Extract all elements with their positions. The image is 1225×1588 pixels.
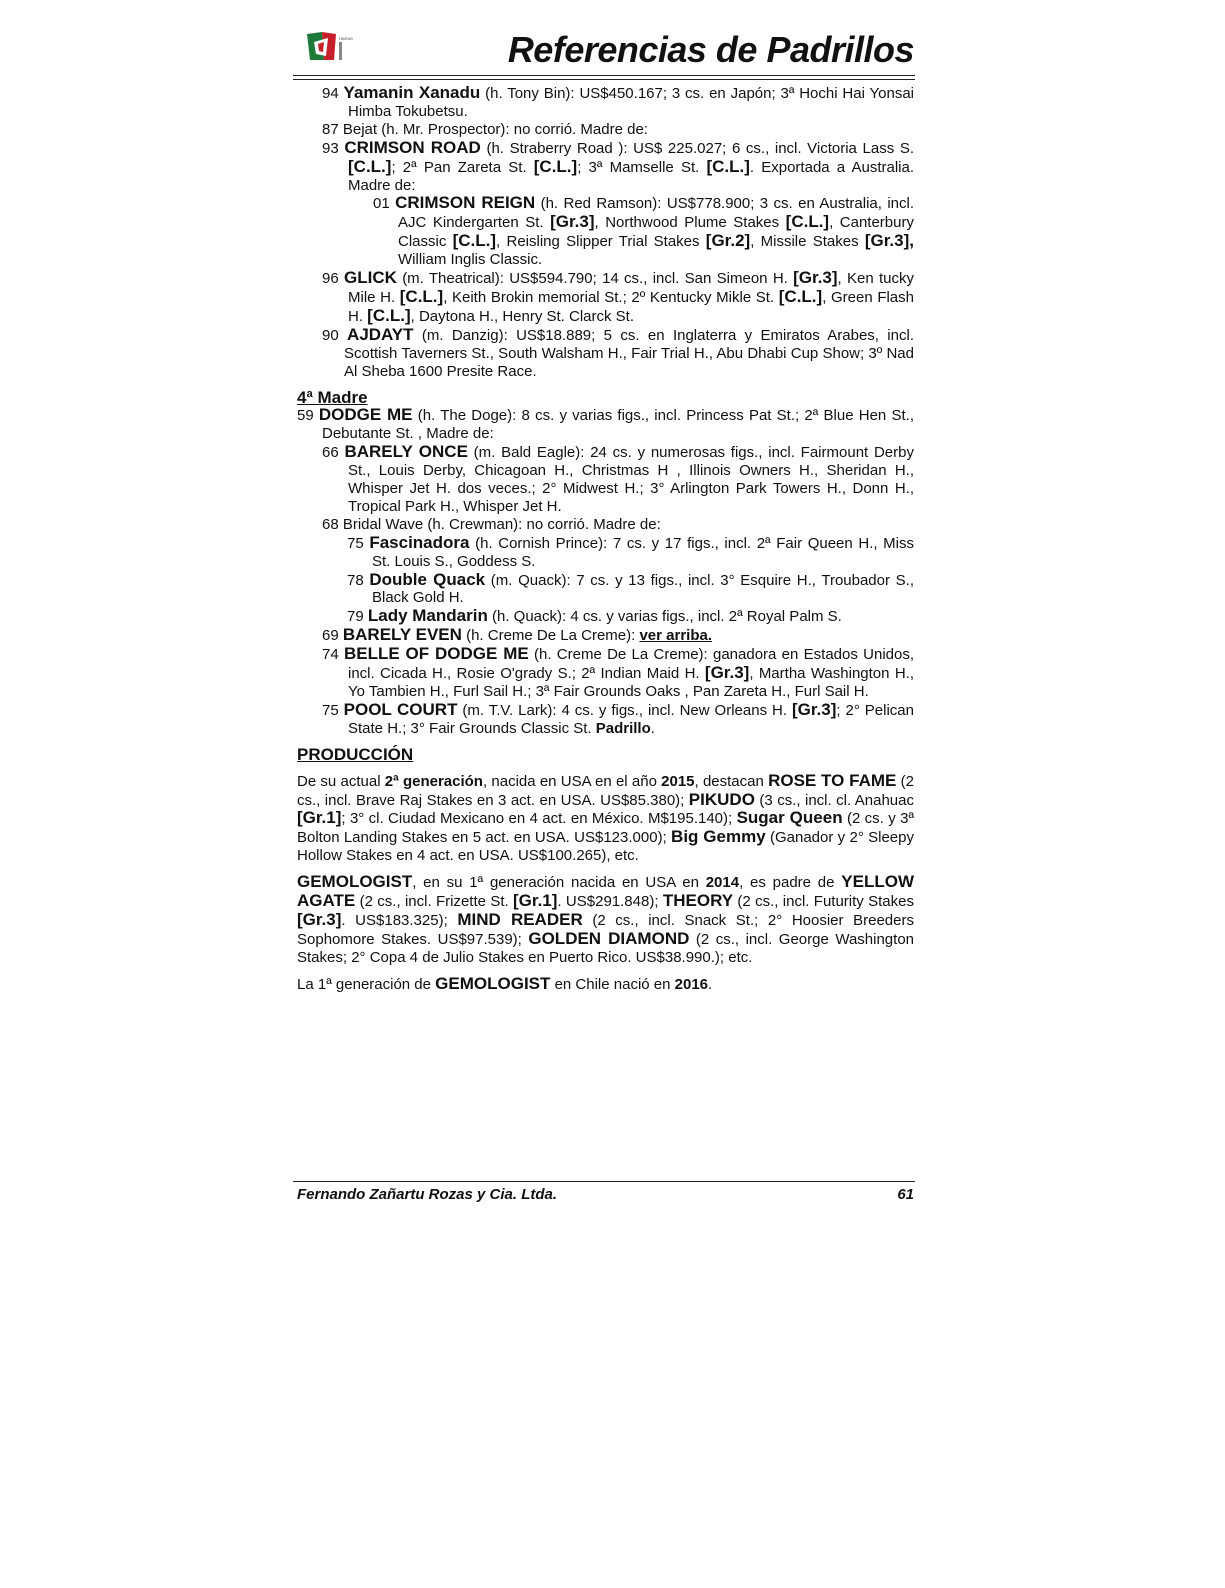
entry-line: 59 DODGE ME (h. The Doge): 8 cs. y varias figs., incl. Princess Pat St.; 2ª Blue Hen St., Debutante St. , Madre de: bbox=[297, 405, 915, 443]
entry-line: 78 Double Quack (m. Quack): 7 cs. y 13 figs., incl. 3° Esquire H., Troubador S., Black Gold H. bbox=[347, 569, 914, 607]
produccion-paragraph-2: GEMOLOGIST, en su 1ª generación nacida en USA en 2014, es padre de YELLOW AGATE (2 cs., incl. Frizette St. [Gr.1]. US$291.848); THEORY (2 cs., incl. Futurity Stakes [Gr.3]. US$183.325); MIND READER (2 cs., incl. Snack St.; 2° Hoosier Breeders Sophomore Stakes. US$97.539); GOLDEN DIAMOND (2 cs., incl. George Washington Stakes; 2° Copa 4 de Julio Stakes en Puerto Rico. US$38.990.); etc. bbox=[297, 872, 914, 966]
haras-logo bbox=[304, 30, 353, 64]
entry-line: 75 POOL COURT (m. T.V. Lark): 4 cs. y figs., incl. New Orleans H. [Gr.3]; 2° Pelican State H.; 3° Fair Grounds Classic St. Padrillo. bbox=[322, 699, 914, 737]
entry-line: 66 BARELY ONCE (m. Bald Eagle): 24 cs. y numerosas figs., incl. Fairmount Derby St., Louis Derby, Chicagoan H., Christmas H , Illinois Owners H., Sheridan H., Whisper Jet H. dos veces.; 2° Midwest H.; 3° Arlington Park Towers H., Donn H., Tropical Park H., Whisper Jet H. bbox=[322, 442, 914, 515]
page-title: Referencias de Padrillos bbox=[507, 29, 914, 70]
logo-text: HARAS bbox=[339, 36, 353, 41]
document-body bbox=[297, 84, 914, 994]
section-heading-produccion: PRODUCCIÓN bbox=[297, 744, 414, 764]
entry-line: 90 AJDAYT (m. Danzig): US$18.889; 5 cs. en Inglaterra y Emiratos Arabes, incl. Scottish Taverners St., South Walsham H., Fair Trial H., Abu Dhabi Cup Show; 3º Nad Al Sheba 1600 Presite Race. bbox=[322, 324, 914, 380]
header-rule bbox=[293, 75, 915, 76]
entry-line: 79 Lady Mandarin (h. Quack): 4 cs. y varias figs., incl. 2ª Royal Palm S. bbox=[347, 606, 842, 626]
section-heading-4a-madre: 4ª Madre bbox=[297, 387, 368, 407]
ver-arriba-link[interactable]: ver arriba. bbox=[639, 627, 712, 645]
produccion-paragraph-3: La 1ª generación de GEMOLOGIST en Chile nació en 2016. bbox=[297, 973, 713, 993]
entry-line: 68 Bridal Wave (h. Crewman): no corrió. Madre de: bbox=[322, 515, 661, 533]
entry-line: 75 Fascinadora (h. Cornish Prince): 7 cs. y 17 figs., incl. 2ª Fair Queen H., Miss St. Louis S., Goddess S. bbox=[347, 532, 914, 570]
entry-line: 74 BELLE OF DODGE ME (h. Creme De La Creme): ganadora en Estados Unidos, incl. Cicada H., Rosie O'grady S.; 2ª Indian Maid H. [Gr.3], Martha Washington H., Yo Tambien H., Furl Sail H.; 3ª Fair Grounds Oaks , Pan Zareta H., Furl Sail H. bbox=[322, 644, 915, 700]
entry-line: 93 CRIMSON ROAD (h. Straberry Road ): US$ 225.027; 6 cs., incl. Victoria Lass S. [C.L.]; 2ª Pan Zareta St. [C.L.]; 3ª Mamselle St. [C.L.]. Exportada a Australia. Madre de: bbox=[322, 137, 915, 194]
entry-line: 94 Yamanin Xanadu (h. Tony Bin): US$450.167; 3 cs. en Japón; 3ª Hochi Hai Yonsai Himba Tokubetsu. bbox=[322, 83, 915, 120]
footer-company: Fernando Zañartu Rozas y Cia. Ltda. bbox=[297, 1186, 558, 1203]
entry-line: 69 BARELY EVEN (h. Creme De La Creme): ver arriba. bbox=[322, 625, 712, 645]
entry-line: 87 Bejat (h. Mr. Prospector): no corrió. Madre de: bbox=[322, 120, 648, 138]
produccion-paragraph-1: De su actual 2ª generación, nacida en USA en el año 2015, destacan ROSE TO FAME (2 cs., incl. Brave Raj Stakes en 3 act. en USA. US$85.380); PIKUDO (3 cs., incl. cl. Anahuac [Gr.1]; 3° cl. Ciudad Mexicano en 4 act. en México. M$195.140); Sugar Queen (2 cs. y 3ª Bolton Landing Stakes en 5 act. en USA. US$123.000); Big Gemmy (Ganador y 2° Sleepy Hollow Stakes en 4 act. en USA. US$100.265), etc. bbox=[297, 770, 914, 865]
header-rule-2 bbox=[293, 79, 915, 80]
entry-line: 01 CRIMSON REIGN (h. Red Ramson): US$778.900; 3 cs. en Australia, incl. AJC Kindergarten St. [Gr.3], Northwood Plume Stakes [C.L.], Canterbury Classic [C.L.], Reisling Slipper Trial Stakes [Gr.2], Missile Stakes [Gr.3], William Inglis Classic. bbox=[373, 193, 914, 269]
entry-line: 96 GLICK (m. Theatrical): US$594.790; 14 cs., incl. San Simeon H. [Gr.3], Ken tucky Mile H. [C.L.], Keith Brokin memorial St.; 2º Kentucky Mikle St. [C.L.], Green Flash H. [C.L.], Daytona H., Henry St. Clarck St. bbox=[322, 268, 914, 325]
footer-rule bbox=[293, 1181, 915, 1182]
page-number: 61 bbox=[897, 1186, 914, 1203]
